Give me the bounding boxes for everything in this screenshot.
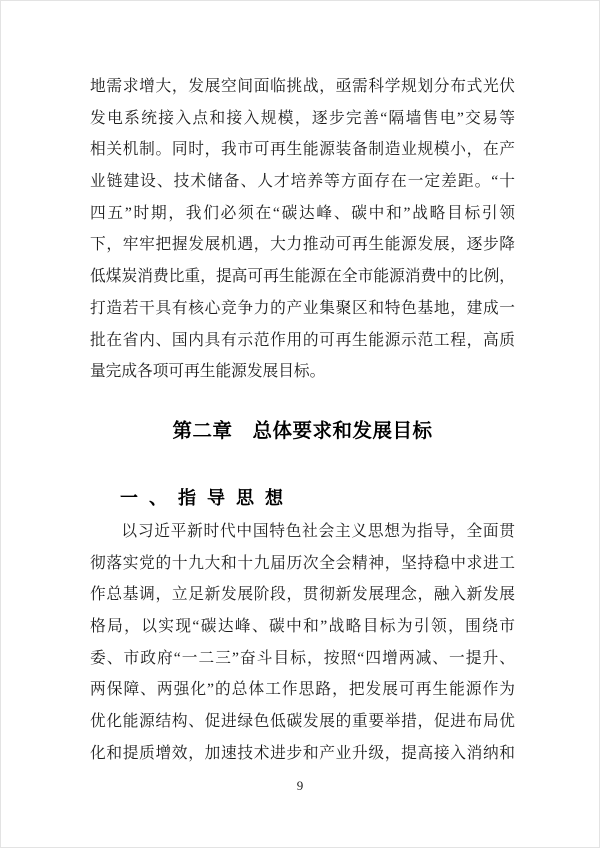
text-line: 低煤炭消费比重，提高可再生能源在全市能源消费中的比例， [90,268,515,286]
text-line: 两保障、两强化”的总体工作思路，把发展可再生能源作为 [90,681,515,699]
text-line: 化和提质增效，加速技术进步和产业升级，提高接入消纳和 [90,744,515,762]
section-heading: 一、指导思想 [120,487,294,508]
text-line: 打造若干具有核心竞争力的产业集聚区和特色基地，建成一 [90,299,515,317]
text-line: 委、市政府“一二三”奋斗目标，按照“四增两减、一提升、 [90,649,515,667]
text-line: 发电系统接入点和接入规模，逐步完善“隔墙售电”交易等 [90,109,515,127]
page-content [90,71,515,769]
text-line: 四五”时期，我们必须在“碳达峰、碳中和”战略目标引领 [90,204,515,222]
text-line: 批在省内、国内具有示范作用的可再生能源示范工程，高质 [90,331,515,349]
text-line: 以习近平新时代中国特色社会主义思想为指导，全面贯 [121,522,515,540]
text-line: 业链建设、技术储备、人才培养等方面存在一定差距。“十 [90,173,515,191]
text-line: 作总基调，立足新发展阶段，贯彻新发展理念，融入新发展 [90,586,515,604]
page-number: 9 [296,778,304,793]
text-line: 优化能源结构、促进绿色低碳发展的重要举措，促进布局优 [90,713,515,730]
text-line: 格局，以实现“碳达峰、碳中和”战略目标为引领，围绕市 [90,617,515,635]
text-line: 地需求增大，发展空间面临挑战，亟需科学规划分布式光伏 [90,78,515,95]
text-line: 量完成各项可再生能源发展目标。 [90,363,326,381]
text-line: 下，牢牢把握发展机遇，大力推动可再生能源发展，逐步降 [90,236,515,254]
paragraph-continuation [90,71,515,388]
paragraph-guiding-thought [90,516,515,770]
text-line: 彻落实党的十九大和十九届历次全会精神，坚持稳中求进工 [90,554,515,572]
chapter-heading: 第二章 总体要求和发展目标 [172,419,433,442]
text-line: 相关机制。同时，我市可再生能源装备制造业规模小，在产 [90,141,515,159]
